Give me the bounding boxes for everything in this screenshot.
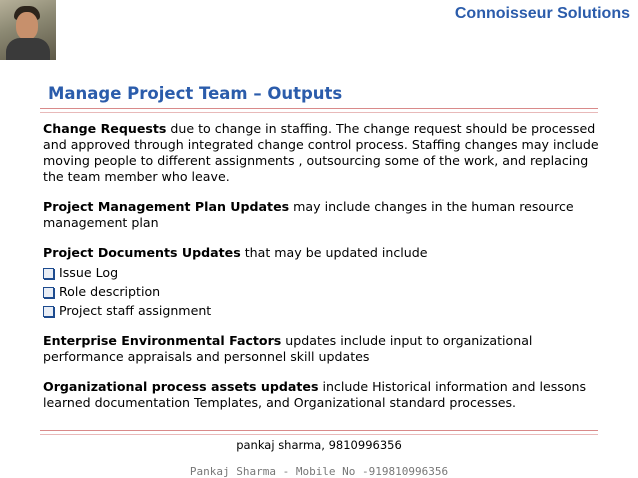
doc-updates-list xyxy=(43,265,603,319)
doc-updates-text: that may be updated include xyxy=(240,245,428,260)
photo-face xyxy=(16,12,38,40)
list-item-label: Issue Log xyxy=(59,265,119,280)
pmp-updates-text: may include changes in the human resource management plan xyxy=(43,199,574,230)
opa-paragraph xyxy=(43,379,603,411)
footer-contact: pankaj sharma, 9810996356 xyxy=(236,438,402,452)
presenter-photo xyxy=(0,0,56,60)
list-item-label: Role description xyxy=(59,284,161,299)
change-requests-label: Change Requests xyxy=(43,121,167,136)
eef-text: updates include input to organizational performance appraisals and personnel skill updates xyxy=(43,333,533,364)
list-item xyxy=(43,265,603,281)
list-item xyxy=(43,303,603,319)
title-divider xyxy=(40,108,598,109)
opa-text: include Historical information and lessons learned documentation Templates, and Organizational standard processes. xyxy=(43,379,587,410)
pmp-updates-paragraph xyxy=(43,199,603,231)
checkbox-bullet-icon xyxy=(43,268,54,279)
change-requests-text: due to change in staffing. The change request should be processed and approved through integrated change control process. Staffing changes may include moving people to different assignments , outsourcing some of the work, and replacing the team member who leave. xyxy=(43,121,599,184)
photo-shirt xyxy=(6,38,50,60)
list-item xyxy=(43,284,603,300)
eef-label: Enterprise Environmental Factors xyxy=(43,333,282,348)
pmp-updates-label: Project Management Plan Updates xyxy=(43,199,290,214)
brand-title: Connoisseur Solutions xyxy=(454,5,630,22)
change-requests-paragraph xyxy=(43,121,603,185)
checkbox-bullet-icon xyxy=(43,306,54,317)
checkbox-bullet-icon xyxy=(43,287,54,298)
slide-body xyxy=(43,121,603,425)
opa-label: Organizational process assets updates xyxy=(43,379,319,394)
eef-paragraph xyxy=(43,333,603,365)
list-item-label: Project staff assignment xyxy=(59,303,212,318)
footer-mobile: Pankaj Sharma - Mobile No -919810996356 xyxy=(189,465,449,478)
doc-updates-label: Project Documents Updates xyxy=(43,245,241,260)
doc-updates-paragraph xyxy=(43,245,603,261)
footer-divider xyxy=(40,430,598,431)
footer-divider-secondary xyxy=(40,434,598,435)
title-divider-secondary xyxy=(40,112,598,113)
slide-title: Manage Project Team – Outputs xyxy=(48,84,343,103)
